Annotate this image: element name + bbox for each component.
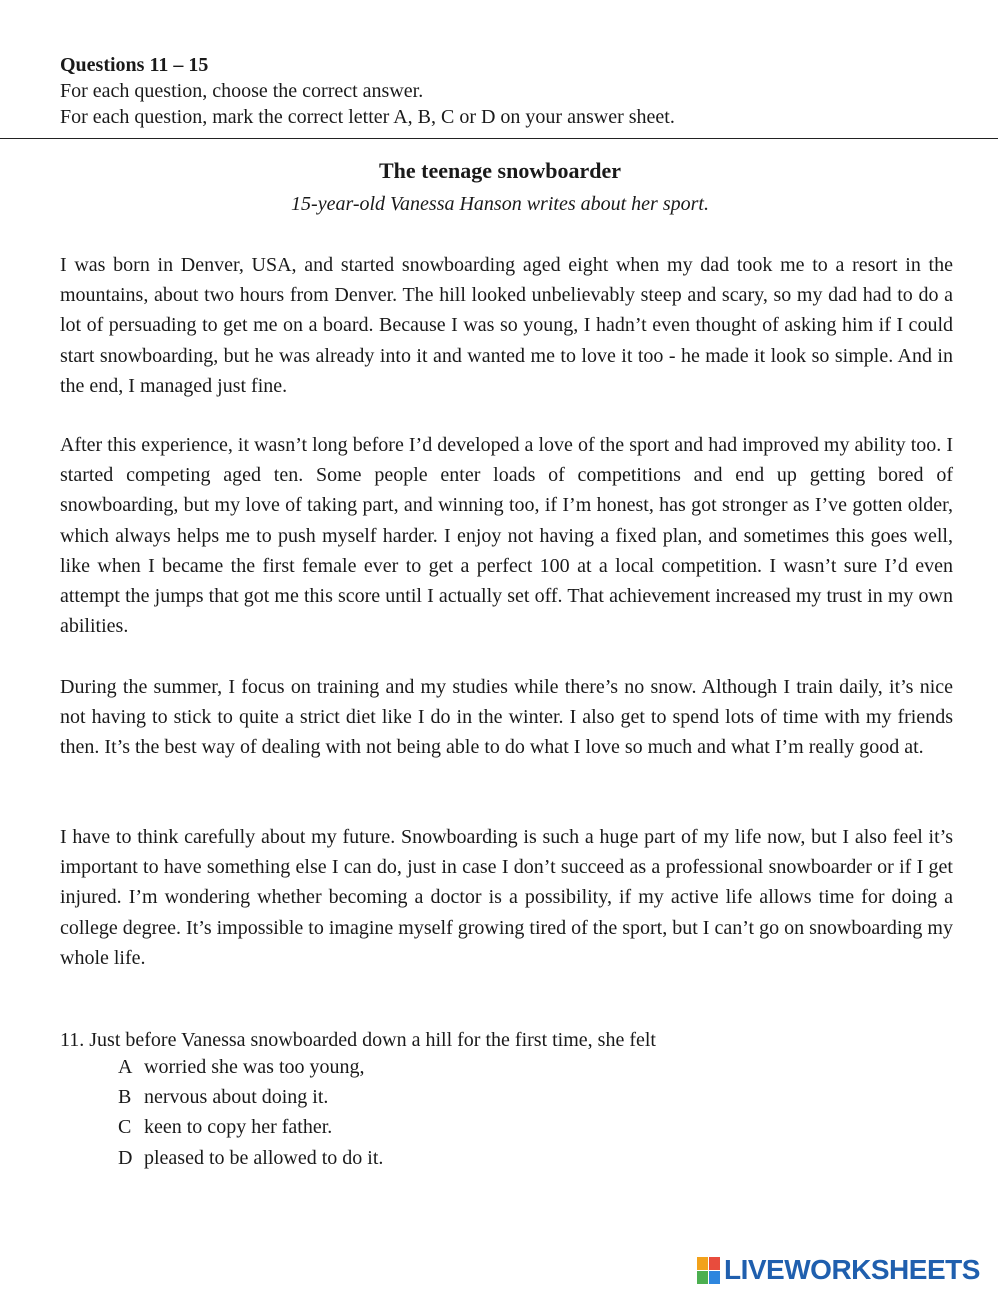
article-subtitle: 15-year-old Vanessa Hanson writes about her sport. xyxy=(291,193,709,215)
answer-option-a[interactable] xyxy=(118,1053,383,1083)
questions-range-title: Questions 11 – 15 xyxy=(60,54,209,76)
liveworksheets-brand[interactable] xyxy=(697,1255,980,1285)
article-paragraph-2: After this experience, it wasn’t long before I’d developed a love of the sport and had improved my ability too. I started competing aged ten. Some people enter loads of competitions and end up getting bored of snowboarding, but my love of taking part, and winning too, if I’m honest, has got stronger as I’ve gotten older, which always helps me to push myself harder. I enjoy not having a fixed plan, and sometimes this goes well, like when I became the first female ever to get a perfect 100 at a local competition. I wasn’t sure I’d even attempt the jumps that got me this score until I actually set off. That achievement increased my trust in my own abilities. xyxy=(60,434,953,638)
option-letter: D xyxy=(118,1146,133,1169)
instruction-line-1: For each question, choose the correct answer. xyxy=(60,80,424,102)
option-letter: B xyxy=(118,1086,132,1109)
answer-option-c[interactable] xyxy=(118,1113,383,1143)
liveworksheets-logo-icon xyxy=(697,1257,720,1284)
option-letter: C xyxy=(118,1116,132,1139)
option-text: pleased to be allowed to do it. xyxy=(144,1146,384,1169)
logo-square-4 xyxy=(709,1271,720,1284)
option-text: keen to copy her father. xyxy=(144,1116,333,1139)
option-text: nervous about doing it. xyxy=(144,1086,329,1109)
article-paragraph-1: I was born in Denver, USA, and started snowboarding aged eight when my dad took me to a resort in the mountains, about two hours from Denver. The hill looked unbelievably steep and scary, so my dad had to do a lot of persuading to get me on a board. Because I was so young, I hadn’t even thought of asking him if I could start snowboarding, but he was already into it and wanted me to love it too - he made it look so simple. And in the end, I managed just fine. xyxy=(60,254,953,397)
article-title: The teenage snowboarder xyxy=(379,158,621,183)
liveworksheets-wordmark: LIVEWORKSHEETS xyxy=(724,1254,980,1285)
answer-option-b[interactable] xyxy=(118,1083,383,1113)
instruction-line-2: For each question, mark the correct letter A, B, C or D on your answer sheet. xyxy=(60,106,675,128)
logo-square-1 xyxy=(697,1257,708,1270)
instructions-header xyxy=(60,52,960,130)
article-paragraph-4: I have to think carefully about my future. Snowboarding is such a huge part of my life now, but I also feel it’s important to have something else I can do, just in case I don’t succeed as a professional snowboarder or if I get injured. I’m wondering whether becoming a doctor is a possibility, if my active life allows time for doing a college degree. It’s impossible to imagine myself growing tired of the sport, but I can’t go on snowboarding my whole life. xyxy=(60,826,953,969)
option-text: worried she was too young, xyxy=(144,1056,365,1078)
answer-options xyxy=(118,1053,383,1174)
logo-square-3 xyxy=(697,1271,708,1284)
logo-square-2 xyxy=(709,1257,720,1270)
answer-option-d[interactable] xyxy=(118,1144,383,1174)
option-letter: A xyxy=(118,1056,133,1078)
question-11-text: 11. Just before Vanessa snowboarded down a hill for the first time, she felt xyxy=(60,1029,656,1051)
article-paragraph-3: During the summer, I focus on training and my studies while there’s no snow. Although I train daily, it’s nice not having to stick to quite a strict diet like I do in the winter. I also get to spend lots of time with my friends then. It’s the best way of dealing with not being able to do what I love so much and what I’m really good at. xyxy=(60,676,953,759)
header-divider xyxy=(0,138,998,139)
